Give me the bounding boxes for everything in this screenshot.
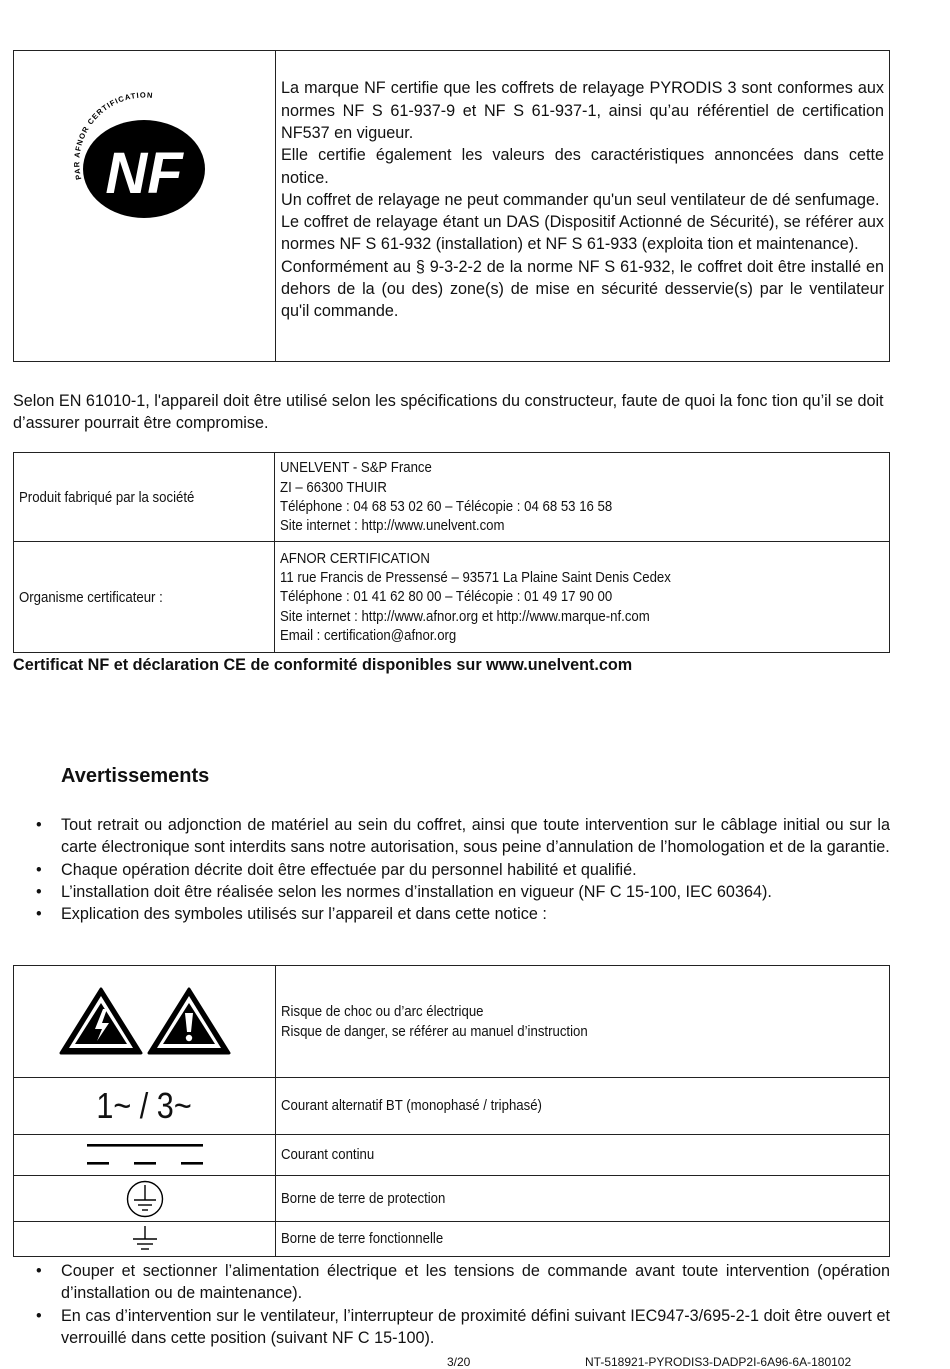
- protective-earth-icon: [125, 1179, 165, 1219]
- en61010-notice: Selon EN 61010-1, l'appareil doit être utilisé selon les spécifications du constructeur, faute de quoi la fonc tion qu’il se doit d’assurer pourrait être compromise.: [13, 392, 884, 433]
- warning-list: [13, 1260, 890, 1349]
- producer-table: [13, 452, 890, 653]
- nf-paragraph: Conformément au § 9-3-2-2 de la norme NF S 61-932, le coffret doit être installé en dehors de la (ou des) zone(s) de mise en sécurité desservie(s) par le ventilateur qu'il commande.: [281, 257, 884, 321]
- symbol-cell: [14, 1078, 276, 1135]
- certificate-availability: Certificat NF et déclaration CE de conformité disponibles sur www.unelvent.com: [13, 656, 633, 674]
- symbol-cell: [14, 1176, 276, 1222]
- nf-logo-cell: [14, 51, 276, 362]
- symbol-description: Courant continu: [276, 1135, 890, 1176]
- list-item: • L’installation doit être réalisée selon les normes d’installation en vigueur (NF C 15-100, IEC 60364).: [36, 882, 772, 901]
- list-item: • Tout retrait ou adjonction de matériel au sein du coffret, ainsi que toute intervention sur le câblage initial ou sur la carte électronique sont interdits sans notre autorisation, sous peine d’annulation de l’homologation et de la garantie.: [36, 816, 890, 857]
- symbol-cell: [14, 1222, 276, 1257]
- producer-label: Produit fabriqué par la société: [14, 453, 275, 542]
- symbol-cell: [14, 966, 276, 1078]
- nf-paragraph: La marque NF certifie que les coffrets de relayage PYRODIS 3 sont conformes aux normes NF S 61-937-9 et NF S 61-937-1, ainsi qu’au référentiel de certification NF537 en vigueur.: [281, 79, 884, 142]
- certifier-label: Organisme certificateur :: [14, 542, 275, 653]
- symbols-table: [13, 965, 890, 1257]
- functional-earth-icon: [130, 1224, 160, 1254]
- nf-paragraph: Elle certifie également les valeurs des caractéristiques annoncées dans cette notice.: [281, 146, 884, 187]
- nf-logo-icon: [14, 51, 275, 361]
- producer-details: UNELVENT - S&P France ZI – 66300 THUIR Téléphone : 04 68 53 02 60 – Télécopie : 04 68 53 16 58 Site internet : http://www.unelvent.com: [275, 453, 890, 542]
- nf-paragraph: Un coffret de relayage ne peut commander qu'un seul ventilateur de dé senfumage.: [281, 190, 880, 209]
- list-item: • Chaque opération décrite doit être effectuée par du personnel habilité et qualifié.: [36, 860, 637, 879]
- svg-text:PAR AFNOR CERTIFICATION: PAR AFNOR CERTIFICATION: [72, 90, 154, 181]
- certifier-details: AFNOR CERTIFICATION 11 rue Francis de Pressensé – 93571 La Plaine Saint Denis Cedex Téléphone : 01 41 62 80 00 – Télécopie : 01 49 17 90 00 Site internet : http://www.afnor.org et http://www.marque-nf.com Email : certification@afnor.org: [275, 542, 890, 653]
- symbol-description: Borne de terre de protection: [276, 1176, 890, 1222]
- nf-mark: NF: [105, 141, 183, 206]
- list-item: • Couper et sectionner l’alimentation électrique et les tensions de commande avant toute intervention (opération d’installation ou de maintenance).: [36, 1262, 890, 1303]
- symbol-cell: [14, 1135, 276, 1176]
- nf-certification-table: [13, 50, 890, 362]
- nf-paragraph: Le coffret de relayage étant un DAS (Dispositif Actionné de Sécurité), se référer aux normes NF S 61-932 (installation) et NF S 61-933 (exploita tion et maintenance).: [281, 213, 884, 254]
- document-reference: NT-518921-PYRODIS3-DADP2I-6A96-6A-180102: [585, 1355, 852, 1369]
- warning-triangles-icon: [55, 985, 235, 1059]
- list-item: • Explication des symboles utilisés sur l’appareil et dans cette notice :: [36, 905, 547, 924]
- list-item: • En cas d’intervention sur le ventilateur, l’interrupteur de proximité défini suivant IEC947-3/695-2-1 doit être ouvert et verrouillé dans cette position (suivant NF C 15-100).: [36, 1306, 890, 1347]
- page-number: 3/20: [447, 1355, 471, 1369]
- warning-list: [13, 814, 890, 925]
- nf-text-cell: [276, 51, 890, 362]
- dc-current-icon: [85, 1141, 205, 1169]
- symbol-description: Borne de terre fonctionnelle: [276, 1222, 890, 1257]
- section-title: Avertissements: [61, 765, 210, 787]
- ac-current-symbol: 1~ / 3~: [96, 1085, 193, 1126]
- symbol-description: Courant alternatif BT (monophasé / triphasé): [276, 1078, 890, 1135]
- symbol-description: Risque de choc ou d’arc électrique Risque de danger, se référer au manuel d’instruction: [276, 966, 890, 1078]
